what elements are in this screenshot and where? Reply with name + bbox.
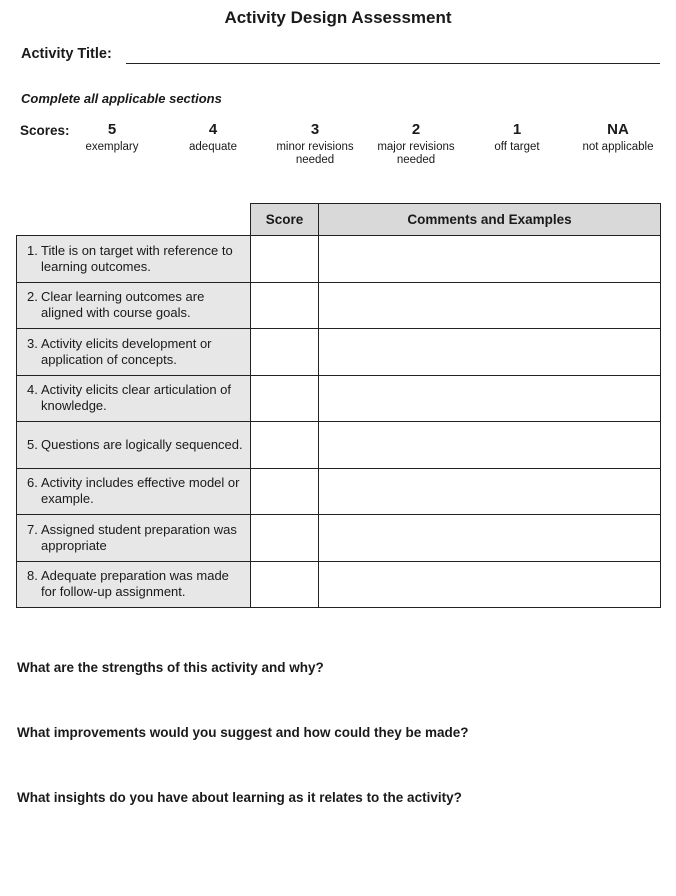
instruction-text: Complete all applicable sections — [21, 91, 222, 106]
comments-entry-cell[interactable] — [319, 515, 661, 562]
criterion-cell — [17, 375, 251, 422]
score-entry-cell[interactable] — [251, 375, 319, 422]
comments-entry-cell[interactable] — [319, 422, 661, 469]
criterion-number: 8. — [27, 568, 38, 584]
activity-title-label: Activity Title: — [21, 46, 112, 62]
criterion-text: Questions are logically sequenced. — [41, 436, 243, 452]
table-row — [17, 561, 661, 608]
comments-entry-cell[interactable] — [319, 282, 661, 329]
score-value: 2 — [411, 121, 421, 138]
score-value: NA — [607, 121, 629, 138]
table-row — [17, 282, 661, 329]
criterion-number: 2. — [27, 289, 38, 305]
comments-entry-cell[interactable] — [319, 236, 661, 283]
page-title: Activity Design Assessment — [224, 8, 452, 27]
criterion-text: Activity includes effective model or example. — [41, 475, 240, 507]
comments-column-header: Comments and Examples — [319, 204, 661, 236]
criterion-cell — [17, 236, 251, 283]
scores-label: Scores: — [20, 123, 70, 138]
score-value: 1 — [512, 121, 522, 138]
strengths-question: What are the strengths of this activity and why? — [17, 660, 324, 675]
comments-entry-cell[interactable] — [319, 468, 661, 515]
criterion-number: 7. — [27, 521, 38, 537]
criterion-number: 5. — [27, 436, 38, 452]
score-scale-item — [57, 120, 167, 154]
table-row — [17, 515, 661, 562]
table-row — [17, 236, 661, 283]
score-column-header: Score — [251, 204, 319, 236]
criterion-cell — [17, 561, 251, 608]
score-entry-cell[interactable] — [251, 236, 319, 283]
criterion-number: 1. — [27, 242, 38, 258]
criterion-number: 3. — [27, 335, 38, 351]
score-scale-item — [462, 120, 572, 154]
score-description: not applicable — [582, 141, 654, 153]
activity-title-field[interactable] — [126, 63, 660, 64]
score-value: 5 — [107, 121, 117, 138]
score-entry-cell[interactable] — [251, 282, 319, 329]
score-scale-item — [563, 120, 673, 154]
criterion-text: Adequate preparation was made for follow-up assignment. — [41, 568, 229, 600]
criterion-number: 4. — [27, 382, 38, 398]
improvements-question: What improvements would you suggest and how could they be made? — [17, 725, 469, 740]
score-entry-cell[interactable] — [251, 515, 319, 562]
insights-question: What insights do you have about learning as it relates to the activity? — [17, 790, 462, 805]
score-description: exemplary — [85, 141, 139, 153]
score-entry-cell[interactable] — [251, 468, 319, 515]
score-value: 3 — [310, 121, 320, 138]
criterion-cell — [17, 422, 251, 469]
assessment-table — [16, 203, 661, 608]
comments-entry-cell[interactable] — [319, 561, 661, 608]
score-description: adequate — [189, 141, 237, 153]
header-blank-cell — [17, 204, 251, 236]
score-value: 4 — [208, 121, 218, 138]
criterion-text: Assigned student preparation was appropriate — [41, 521, 237, 553]
criterion-text: Clear learning outcomes are aligned with course goals. — [41, 289, 205, 321]
score-entry-cell[interactable] — [251, 422, 319, 469]
table-header-row — [17, 204, 661, 236]
criterion-cell — [17, 329, 251, 376]
table-row — [17, 329, 661, 376]
score-entry-cell[interactable] — [251, 561, 319, 608]
table-row — [17, 422, 661, 469]
criterion-cell — [17, 282, 251, 329]
criterion-cell — [17, 468, 251, 515]
criterion-cell — [17, 515, 251, 562]
criterion-text: Activity elicits development or application of concepts. — [41, 335, 212, 367]
score-description: off target — [494, 141, 540, 153]
score-description: major revisions needed — [377, 141, 455, 166]
table-row — [17, 375, 661, 422]
score-scale-item — [158, 120, 268, 154]
score-scale-item — [260, 120, 370, 167]
score-description: minor revisions needed — [276, 141, 354, 166]
criterion-number: 6. — [27, 475, 38, 491]
comments-entry-cell[interactable] — [319, 329, 661, 376]
table-row — [17, 468, 661, 515]
score-entry-cell[interactable] — [251, 329, 319, 376]
criterion-text: Activity elicits clear articulation of knowledge. — [41, 382, 232, 414]
score-scale-item — [361, 120, 471, 167]
criterion-text: Title is on target with reference to learning outcomes. — [41, 242, 233, 274]
comments-entry-cell[interactable] — [319, 375, 661, 422]
